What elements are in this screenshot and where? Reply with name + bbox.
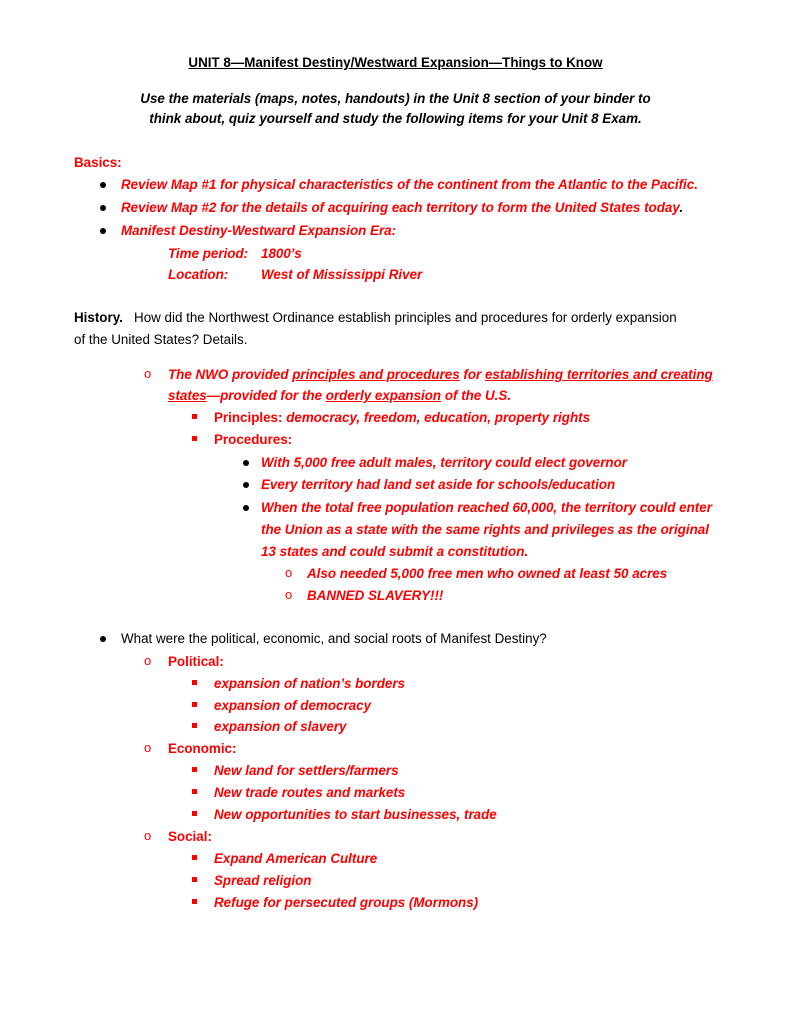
square-bullet-icon (192, 899, 197, 904)
location-value: West of Mississippi River (261, 267, 423, 282)
political-label: Political: (168, 654, 224, 669)
bullet-dot-icon (100, 205, 106, 211)
economic-item-1: New land for settlers/farmers (214, 763, 399, 778)
basics-item-2: Review Map #2 for the details of acquiring each territory to form the United States today. (121, 200, 684, 215)
political-item-2: expansion of democracy (214, 698, 372, 713)
intro-line-2: think about, quiz yourself and study the following items for your Unit 8 Exam. (149, 111, 642, 126)
sub-point-2: BANNED SLAVERY!!! (307, 588, 444, 603)
open-circle-bullet-icon: o (144, 366, 152, 381)
procedure-3-line-1: When the total free population reached 60,000, the territory could enter (261, 500, 712, 515)
history-question-line-2: of the United States? Details. (74, 332, 248, 347)
bullet-dot-icon (243, 482, 249, 488)
history-question-line-1: History. How did the Northwest Ordinance establish principles and procedures for orderly expansion (74, 310, 677, 325)
nwo-line-1: The NWO provided principles and procedures for establishing territories and creating (168, 367, 713, 382)
time-period-label: Time period: (168, 246, 249, 261)
political-item-3: expansion of slavery (214, 719, 347, 734)
social-item-2: Spread religion (214, 873, 312, 888)
document-title: UNIT 8—Manifest Destiny/Westward Expansion—Things to Know (188, 55, 603, 70)
economic-label: Economic: (168, 741, 237, 756)
bullet-dot-icon (243, 505, 249, 511)
procedure-1: With 5,000 free adult males, territory could elect governor (261, 455, 627, 470)
square-bullet-icon (192, 811, 197, 816)
bullet-dot-icon (243, 460, 249, 466)
bullet-dot-icon (100, 182, 106, 188)
bullet-dot-icon (100, 228, 106, 234)
political-item-1: expansion of nation’s borders (214, 676, 405, 691)
social-item-3: Refuge for persecuted groups (Mormons) (214, 895, 479, 910)
sub-point-1: Also needed 5,000 free men who owned at least 50 acres (307, 566, 668, 581)
open-circle-bullet-icon: o (144, 653, 152, 668)
social-item-1: Expand American Culture (214, 851, 378, 866)
roots-question: What were the political, economic, and social roots of Manifest Destiny? (121, 631, 547, 646)
square-bullet-icon (192, 877, 197, 882)
square-bullet-icon (192, 723, 197, 728)
square-bullet-icon (192, 702, 197, 707)
square-bullet-icon (192, 680, 197, 685)
open-circle-bullet-icon: o (285, 587, 293, 602)
procedure-2: Every territory had land set aside for schools/education (261, 477, 616, 492)
open-circle-bullet-icon: o (285, 565, 293, 580)
basics-item-3: Manifest Destiny-Westward Expansion Era: (121, 223, 397, 238)
basics-heading: Basics: (74, 155, 122, 170)
time-period-value: 1800’s (261, 246, 302, 261)
location-label: Location: (168, 267, 229, 282)
social-label: Social: (168, 829, 212, 844)
square-bullet-icon (192, 855, 197, 860)
economic-item-2: New trade routes and markets (214, 785, 406, 800)
open-circle-bullet-icon: o (144, 740, 152, 755)
square-bullet-icon (192, 414, 197, 419)
square-bullet-icon (192, 789, 197, 794)
square-bullet-icon (192, 436, 197, 441)
procedures-label: Procedures: (214, 432, 293, 447)
bullet-dot-icon (100, 636, 106, 642)
square-bullet-icon (192, 767, 197, 772)
economic-item-3: New opportunities to start businesses, trade (214, 807, 497, 822)
intro-line-1: Use the materials (maps, notes, handouts) in the Unit 8 section of your binder to (140, 91, 651, 106)
nwo-line-2: states—provided for the orderly expansion of the U.S. (168, 388, 512, 403)
basics-item-1: Review Map #1 for physical characteristics of the continent from the Atlantic to the Pacific. (121, 177, 698, 192)
open-circle-bullet-icon: o (144, 828, 152, 843)
procedure-3-line-3: 13 states and could submit a constitution. (261, 544, 529, 559)
procedure-3-line-2: the Union as a state with the same rights and privileges as the original (261, 522, 709, 537)
principles-line: Principles: democracy, freedom, education, property rights (214, 410, 591, 425)
